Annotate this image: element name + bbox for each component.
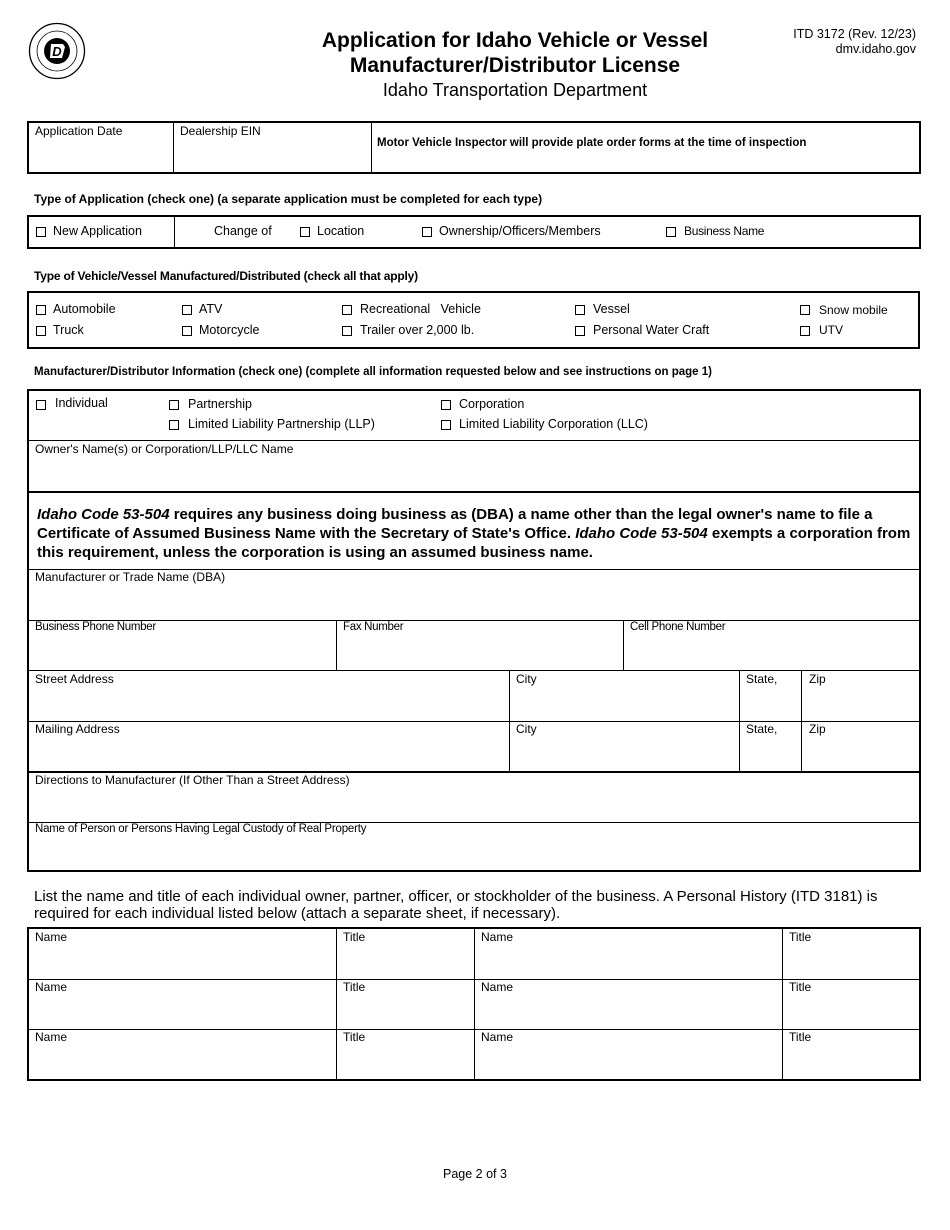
idaho-code-ref-1: Idaho Code 53-504 bbox=[37, 506, 170, 523]
dealership-ein-field[interactable]: Dealership EIN bbox=[180, 124, 261, 138]
owner-title-2[interactable]: Title bbox=[789, 930, 812, 944]
itd-seal-logo bbox=[28, 22, 86, 80]
business-name-label: Business Name bbox=[684, 224, 765, 238]
atv-label: ATV bbox=[199, 302, 223, 316]
business-phone-field[interactable]: Business Phone Number bbox=[35, 621, 156, 633]
mailing-zip-field[interactable]: Zip bbox=[809, 722, 826, 736]
street-address-field[interactable]: Street Address bbox=[35, 672, 114, 686]
snowmobile-label: Snow mobile bbox=[819, 303, 888, 317]
automobile-label: Automobile bbox=[53, 302, 116, 316]
vehicle-type-heading: Type of Vehicle/Vessel Manufactured/Distributed (check all that apply) bbox=[34, 269, 418, 283]
idaho-code-ref-2: Idaho Code 53-504 bbox=[575, 525, 708, 542]
notice-text-1: requires any business doing business as (DBA) a name other than the legal owner's name to file a Certificate of Assumed Business Name with the Secretary of State's Office. bbox=[37, 506, 873, 542]
owner-name-1[interactable]: Name bbox=[35, 930, 68, 944]
llc-label: Limited Liability Corporation (LLC) bbox=[459, 417, 648, 431]
form-subtitle: Idaho Transportation Department bbox=[382, 80, 648, 100]
owner-title-6[interactable]: Title bbox=[789, 1030, 812, 1044]
pwc-label: Personal Water Craft bbox=[593, 323, 710, 337]
mailing-address-field[interactable]: Mailing Address bbox=[35, 722, 120, 736]
owner-name-6[interactable]: Name bbox=[481, 1030, 514, 1044]
mailing-state-field[interactable]: State, bbox=[746, 722, 778, 736]
directions-field[interactable]: Directions to Manufacturer (If Other Than a Street Address) bbox=[35, 773, 350, 787]
llc-checkbox[interactable] bbox=[441, 420, 451, 430]
street-zip-field[interactable]: Zip bbox=[809, 672, 826, 686]
trailer-label: Trailer over 2,000 lb. bbox=[360, 323, 475, 337]
street-state-field[interactable]: State, bbox=[746, 672, 778, 686]
notice-text-2: exempts a corporation from this requirement, unless the corporation is using an assumed business name. bbox=[37, 525, 911, 561]
cell-phone-field[interactable]: Cell Phone Number bbox=[630, 621, 726, 633]
utv-checkbox[interactable] bbox=[800, 326, 810, 336]
vessel-checkbox[interactable] bbox=[575, 305, 585, 315]
owner-name-4[interactable]: Name bbox=[481, 980, 514, 994]
ownership-label: Ownership/Officers/Members bbox=[439, 224, 601, 238]
trailer-checkbox[interactable] bbox=[342, 326, 352, 336]
vessel-label: Vessel bbox=[593, 302, 630, 316]
pwc-checkbox[interactable] bbox=[575, 326, 585, 336]
owner-name-5[interactable]: Name bbox=[35, 1030, 68, 1044]
owner-name-2[interactable]: Name bbox=[481, 930, 514, 944]
vehicle-type-box bbox=[27, 291, 920, 349]
truck-checkbox[interactable] bbox=[36, 326, 46, 336]
form-number: ITD 3172 (Rev. 12/23) bbox=[793, 27, 916, 41]
page-number: Page 2 of 3 bbox=[443, 1167, 507, 1181]
individual-label: Individual bbox=[55, 396, 108, 410]
partnership-label: Partnership bbox=[188, 397, 252, 411]
fax-field[interactable]: Fax Number bbox=[343, 621, 404, 633]
automobile-checkbox[interactable] bbox=[36, 305, 46, 315]
new-application-label: New Application bbox=[53, 224, 142, 238]
corporation-label: Corporation bbox=[459, 397, 525, 411]
mailing-city-field[interactable]: City bbox=[516, 722, 537, 736]
partnership-checkbox[interactable] bbox=[169, 400, 179, 410]
motorcycle-checkbox[interactable] bbox=[182, 326, 192, 336]
new-application-checkbox[interactable] bbox=[36, 227, 46, 237]
application-date-field[interactable]: Application Date bbox=[35, 124, 123, 138]
form-title-line1: Application for Idaho Vehicle or Vessel bbox=[321, 29, 709, 52]
business-name-checkbox[interactable] bbox=[666, 227, 676, 237]
llp-checkbox[interactable] bbox=[169, 420, 179, 430]
trade-name-field[interactable]: Manufacturer or Trade Name (DBA) bbox=[35, 570, 226, 584]
ownership-checkbox[interactable] bbox=[422, 227, 432, 237]
owners-table bbox=[27, 927, 921, 1081]
owner-title-5[interactable]: Title bbox=[343, 1030, 366, 1044]
manufacturer-info-box bbox=[27, 389, 921, 872]
snowmobile-checkbox[interactable] bbox=[800, 305, 810, 315]
application-type-heading: Type of Application (check one) (a separate application must be completed for each type) bbox=[34, 192, 543, 206]
application-type-box bbox=[27, 215, 921, 249]
rv-label: Recreational Vehicle bbox=[360, 302, 481, 316]
owner-names-field[interactable]: Owner's Name(s) or Corporation/LLP/LLC Name bbox=[35, 442, 294, 456]
website: dmv.idaho.gov bbox=[835, 42, 916, 56]
inspector-note: Motor Vehicle Inspector will provide plate order forms at the time of inspection bbox=[377, 137, 807, 149]
atv-checkbox[interactable] bbox=[182, 305, 192, 315]
street-city-field[interactable]: City bbox=[516, 672, 537, 686]
manufacturer-info-heading: Manufacturer/Distributor Information (check one) (complete all information requested below and see instructions on page 1) bbox=[34, 366, 712, 378]
rv-checkbox[interactable] bbox=[342, 305, 352, 315]
location-label: Location bbox=[317, 224, 365, 238]
truck-label: Truck bbox=[53, 323, 84, 337]
change-of-label: Change of bbox=[214, 224, 272, 238]
owner-title-3[interactable]: Title bbox=[343, 980, 366, 994]
owner-title-1[interactable]: Title bbox=[343, 930, 366, 944]
custody-field[interactable]: Name of Person or Persons Having Legal Custody of Real Property bbox=[35, 823, 367, 835]
logo-letter: D bbox=[52, 44, 62, 59]
owner-title-4[interactable]: Title bbox=[789, 980, 812, 994]
form-title-line2: Manufacturer/Distributor License bbox=[349, 54, 681, 77]
location-checkbox[interactable] bbox=[300, 227, 310, 237]
owner-name-3[interactable]: Name bbox=[35, 980, 68, 994]
top-info-box bbox=[27, 121, 921, 174]
llp-label: Limited Liability Partnership (LLP) bbox=[188, 417, 375, 431]
assumed-name-notice bbox=[37, 505, 911, 562]
individual-checkbox[interactable] bbox=[36, 400, 46, 410]
motorcycle-label: Motorcycle bbox=[199, 323, 260, 337]
utv-label: UTV bbox=[819, 323, 843, 337]
corporation-checkbox[interactable] bbox=[441, 400, 451, 410]
owners-instructions: List the name and title of each individual owner, partner, officer, or stockholder of the business. A Personal History (ITD 3181) is required for each individual listed below (attach a separate sheet, if necessary). bbox=[34, 888, 878, 922]
